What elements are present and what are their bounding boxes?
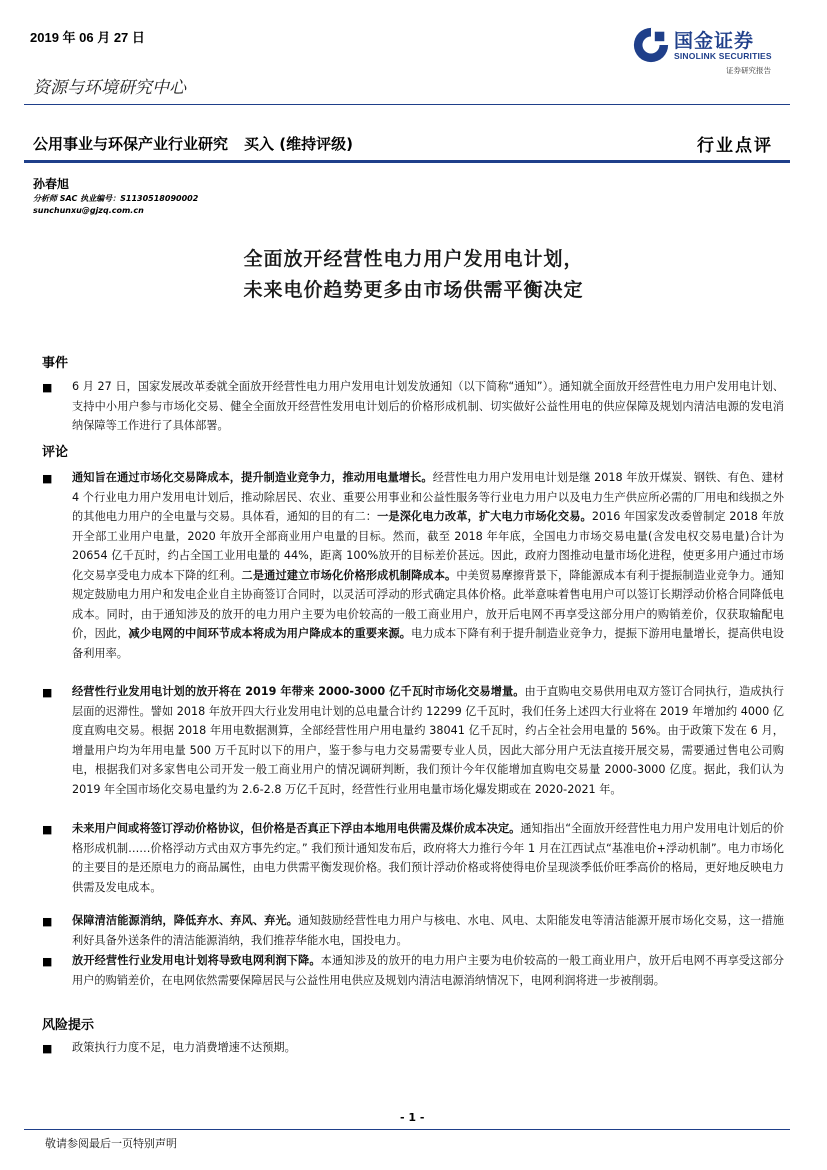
comment-paragraph-2: [72, 682, 784, 799]
comment-paragraph-4: [72, 911, 784, 950]
author-sac: 分析师 SAC 执业编号：S1130518090002: [33, 194, 199, 203]
report-title-line2: 未来电价趋势更多由市场供需平衡决定: [243, 279, 584, 301]
event-paragraph: 6 月 27 日，国家发展改革委就全面放开经营性电力用户发用电计划发放通知（以下简称“通知”）。通知就全面放开经营性电力用户发用电计划、支持中小用户参与市场化交易、健全全面放开经营性发用电计划后的价格形成机制、切实做好公益性用电的供应保障及规划内清洁电源的发电消纳保障等工作进行了具体部署。: [72, 380, 784, 432]
emphasis-text: 二是通过建立市场化价格形成机制降成本。: [241, 568, 457, 582]
emphasis-text: 保障清洁能源消纳，降低弃水、弃风、弃光。: [72, 914, 299, 927]
report-date: 2019 年 06 月 27 日: [30, 30, 145, 45]
author-name: 孙春旭: [33, 177, 70, 191]
industry-line: [33, 133, 353, 154]
section-event-heading: 事件: [42, 356, 69, 371]
bullet-icon: ■: [42, 823, 53, 836]
footer-rule: [24, 1129, 790, 1130]
emphasis-text: 减少电网的中间环节成本将成为用户降成本的重要来源。: [128, 627, 412, 640]
comment-paragraph-5: [72, 951, 784, 990]
emphasis-text: 一是深化电力改革，扩大电力市场化交易。: [377, 510, 592, 523]
section-risk-heading: 风险提示: [42, 1018, 95, 1033]
body-text: 经营性电力用户发用电计划是继 2018 年放开煤炭、钢铁、有色、建材 4 个行业电力用户发用电计划后，推动除居民、农业、重要公用事业和公益性服务等行业电力用户以及电力生产供应所必需的厂用电和线损之外的其他电力用户的全电量与交易。具体看，通知的目的有二：: [72, 471, 784, 523]
emphasis-text: 经营性行业发用电计划的放开将在 2019 年带来 2000-3000 亿千瓦时市场化交易增量。: [72, 685, 525, 698]
logo-en-text: SINOLINK SECURITIES: [674, 51, 772, 61]
body-text: 通知鼓励经营性电力用户与核电、水电、风电、太阳能发电等清洁能源开展市场化交易，这一措施利好具备外送条件的清洁能源消纳，我们推荐华能水电，国投电力。: [72, 914, 784, 947]
section-comment-heading: 评论: [42, 445, 69, 460]
report-title-line1: 全面放开经营性电力用户发用电计划，: [243, 248, 584, 270]
bullet-icon: ■: [42, 686, 53, 699]
comment-paragraph-1: [72, 468, 784, 663]
bullet-icon: ■: [42, 381, 53, 394]
risk-paragraph: 政策执行力度不足，电力消费增速不达预期。: [72, 1041, 296, 1054]
logo-subtitle: 证券研究报告: [726, 66, 771, 75]
body-text: 中美贸易摩擦背景下，降能源成本有利于提振制造业竞争力。通知规定鼓励电力用户和发电企业自主协商签订合同时，以灵活可浮动的形式确定具体价格。此举意味着售电用户可以签订长期浮动价格合同降低电成本。同时，由于通知涉及的放开的电力用户主要为电价较高的一般工商业用户，放开后电网不再享受这部分用户的购销差价，仅获取输配电价，因此，: [72, 568, 784, 640]
sinolink-logo-icon: [632, 26, 670, 64]
bullet-icon: ■: [42, 1042, 53, 1055]
page-number: - 1 -: [400, 1111, 425, 1124]
header-rule-bottom: [24, 160, 790, 163]
logo-cn-text: 国金证券: [674, 30, 755, 52]
bullet-icon: ■: [42, 472, 53, 485]
author-email: sunchunxu@gjzq.com.cn: [33, 206, 144, 215]
comment-paragraph-3: [72, 819, 784, 897]
emphasis-text: 放开经营性行业发用电计划将导致电网利润下降。: [72, 954, 321, 967]
footer-disclaimer: 敬请参阅最后一页特别声明: [45, 1137, 177, 1150]
body-text: 2016 年国家发改委曾制定 2018 年放开全部工业用户电量，2020 年放开全部商业用户电量的目标。然而，截至 2018 年年底，全国电力市场交易电量(含发电权交易电量)合计为 20654 亿千瓦时，约占全国工业用电量的 44%，距离 100%放开的目标差价甚远。因此，政府力图推动电量市场化进程，使更多用户通过市场化交易享受电力成本下降的红利。: [72, 510, 784, 582]
research-center: 资源与环境研究中心: [33, 78, 186, 98]
bullet-icon: ■: [42, 915, 53, 928]
rating: 买入 (维持评级): [244, 135, 353, 153]
body-text: 电力成本下降有利于提升制造业竞争力，提振下游用电量增长，提高供电设备利用率。: [72, 627, 784, 660]
company-logo: [632, 24, 792, 80]
body-text: 通知指出“全面放开经营性电力用户发用电计划后的价格形成机制……价格浮动方式由双方事先约定。” 我们预计通知发布后，政府将大力推行今年 1 月在江西试点“基准电价+浮动机制”。电力市场化的主要目的是还原电力的商品属性，由电力供需平衡发现价格。我们预计浮动价格或将使得电价呈现淡季低价旺季高价的格局，更好地反映电力供需及发电成本。: [72, 822, 784, 894]
body-text: 由于直购电交易供用电双方签订合同执行，造成执行层面的迟滞性。譬如 2018 年放开四大行业发用电计划的总电量合计约 12299 亿千瓦时，我们任务上述四大行业将在 2019 年增加约 4000 亿度直购电交易。根据 2018 年用电数据测算，全部经营性用户用电量约 38041 亿千瓦时，约占全社会用电量的 56%。由于政策下发在 6 月，增量用户均为年用电量 500 万千瓦时以下的用户，鉴于参与电力交易需要专业人员，因此大部分用户无法直接开展交易，需要通过售电公司购电，根据我们对多家售电公司开发一般工商业用户的情况调研判断，我们预计今年仅能增加直购电交易量 2000-3000 亿度。据此，我们认为 2019 年全国市场化交易电量约为 2.6-2.8 万亿千瓦时，经营性行业用电量市场化爆发期或在 2020-2021 年。: [72, 685, 784, 796]
industry-name: 公用事业与环保产业行业研究: [33, 135, 229, 153]
body-text: 本通知涉及的放开的电力用户主要为电价较高的一般工商业用户，放开后电网不再享受这部分用户的购销差价，在电网依然需要保障居民与公益性用电供应及规划内清洁电源消纳情况下，电网利润将进一步被削弱。: [72, 954, 784, 987]
emphasis-text: 未来用户间或将签订浮动价格协议，但价格是否真正下浮由本地用电供需及煤价成本决定。: [72, 822, 521, 835]
header-rule-top: [24, 104, 790, 105]
bullet-icon: ■: [42, 955, 53, 968]
emphasis-text: 通知旨在通过市场化交易降成本，提升制造业竞争力，推动用电量增长。: [72, 471, 433, 484]
report-type: 行业点评: [697, 136, 773, 156]
